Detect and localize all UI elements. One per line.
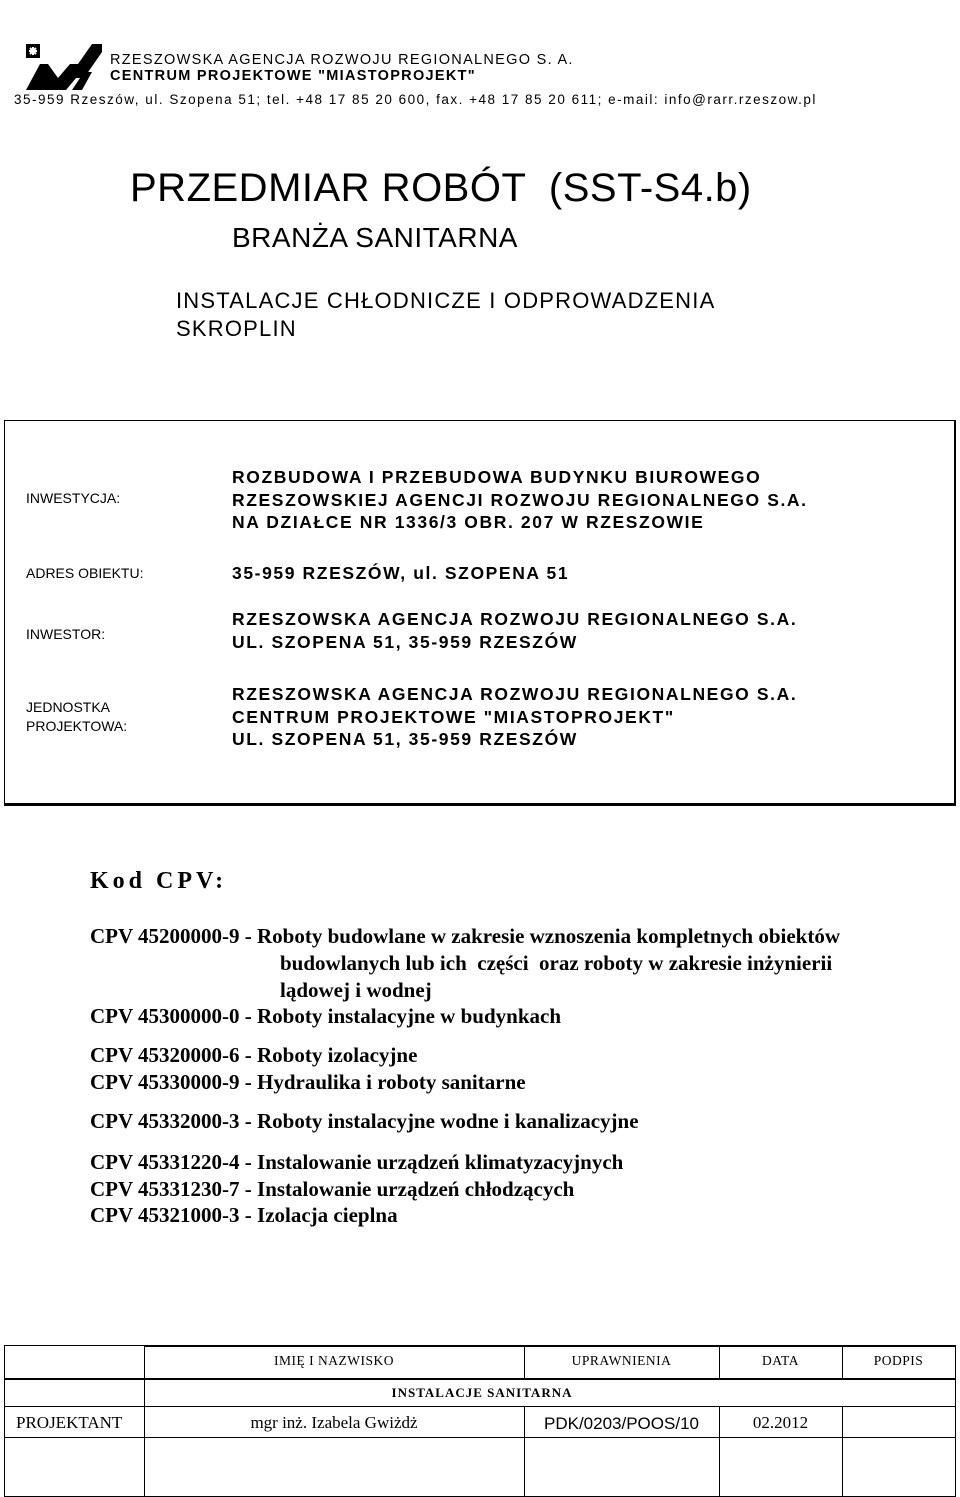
investment-value [232, 466, 808, 534]
address-value: 35-959 RZESZÓW, ul. SZOPENA 51 [232, 563, 570, 583]
cpv-line: CPV 45200000-9 - Roboty budowlane w zakresie wznoszenia kompletnych obiektów [90, 924, 840, 948]
cpv-line: CPV 45332000-3 - Roboty instalacyjne wodne i kanalizacyjne [90, 1109, 639, 1133]
subtitle-line-1: INSTALACJE CHŁODNICZE I ODPROWADZENIA [176, 288, 716, 313]
cpv-line: CPV 45330000-9 - Hydraulika i roboty sanitarne [90, 1070, 526, 1094]
investment-line: NA DZIAŁCE NR 1336/3 OBR. 207 W RZESZOWIE [232, 512, 705, 532]
agency-name: RZESZOWSKA AGENCJA ROZWOJU REGIONALNEGO S. A. [110, 52, 574, 68]
company-logo [26, 44, 102, 90]
investor-line: UL. SZOPENA 51, 35-959 RZESZÓW [232, 631, 578, 652]
investor-label: INWESTOR: [26, 626, 106, 642]
column-signature-header: PODPIS [873, 1353, 924, 1368]
subtitle-line-2: SKROPLIN [176, 316, 297, 341]
section-title: INSTALACJE SANITARNA [391, 1385, 573, 1400]
column-permissions-header: UPRAWNIENIA [571, 1353, 672, 1368]
permission-number-cell: PDK/0203/POOS/10 [544, 1414, 699, 1433]
cpv-line: CPV 45300000-0 - Roboty instalacyjne w budynkach [90, 1004, 561, 1028]
cpv-line: lądowej i wodnej [280, 978, 432, 1002]
signature-table [4, 1345, 956, 1497]
investment-line: ROZBUDOWA I PRZEBUDOWA BUDYNKU BIUROWEGO [232, 467, 762, 487]
design-unit-line: RZESZOWSKA AGENCJA ROZWOJU REGIONALNEGO S.A. [232, 684, 798, 704]
cpv-line: CPV 45331220-4 - Instalowanie urządzeń klimatyzacyjnych [90, 1150, 624, 1174]
cpv-line: CPV 45320000-6 - Roboty izolacyjne [90, 1043, 418, 1067]
design-unit-line: UL. SZOPENA 51, 35-959 RZESZÓW [232, 729, 578, 749]
investor-value [232, 608, 797, 653]
document-title: PRZEDMIAR ROBÓT (SST-S4.b) [130, 166, 752, 210]
cpv-line: CPV 45321000-3 - Izolacja cieplna [90, 1203, 398, 1227]
column-name-header: IMIĘ I NAZWISKO [274, 1353, 394, 1368]
branch-title: BRANŻA SANITARNA [232, 222, 518, 253]
role-cell: PROJEKTANT [16, 1413, 123, 1432]
investor-line: RZESZOWSKA AGENCJA ROZWOJU REGIONALNEGO S.A. [232, 609, 798, 629]
address-label: ADRES OBIEKTU: [26, 565, 144, 581]
cpv-line: budowlanych lub ich części oraz roboty w zakresie inżynierii [280, 951, 833, 975]
design-unit-line: CENTRUM PROJEKTOWE "MIASTOPROJEKT" [232, 706, 675, 727]
cpv-line: CPV 45331230-7 - Instalowanie urządzeń chłodzących [90, 1177, 575, 1201]
date-cell: 02.2012 [752, 1413, 809, 1432]
investment-label: INWESTYCJA: [26, 490, 121, 506]
investment-line: RZESZOWSKIEJ AGENCJI ROZWOJU REGIONALNEGO S.A. [232, 489, 808, 510]
cpv-heading: Kod CPV: [90, 868, 228, 894]
center-name: CENTRUM PROJEKTOWE "MIASTOPROJEKT" [110, 68, 476, 84]
designer-name-cell: mgr inż. Izabela Gwiżdż [250, 1413, 418, 1432]
column-date-header: DATA [762, 1353, 799, 1368]
design-unit-value [232, 683, 797, 751]
design-unit-label: JEDNOSTKA PROJEKTOWA: [26, 699, 128, 734]
contact-address: 35-959 Rzeszów, ul. Szopena 51; tel. +48 17 85 20 600, fax. +48 17 85 20 611; e-mail: info@rarr.rzeszow.pl [14, 92, 817, 107]
